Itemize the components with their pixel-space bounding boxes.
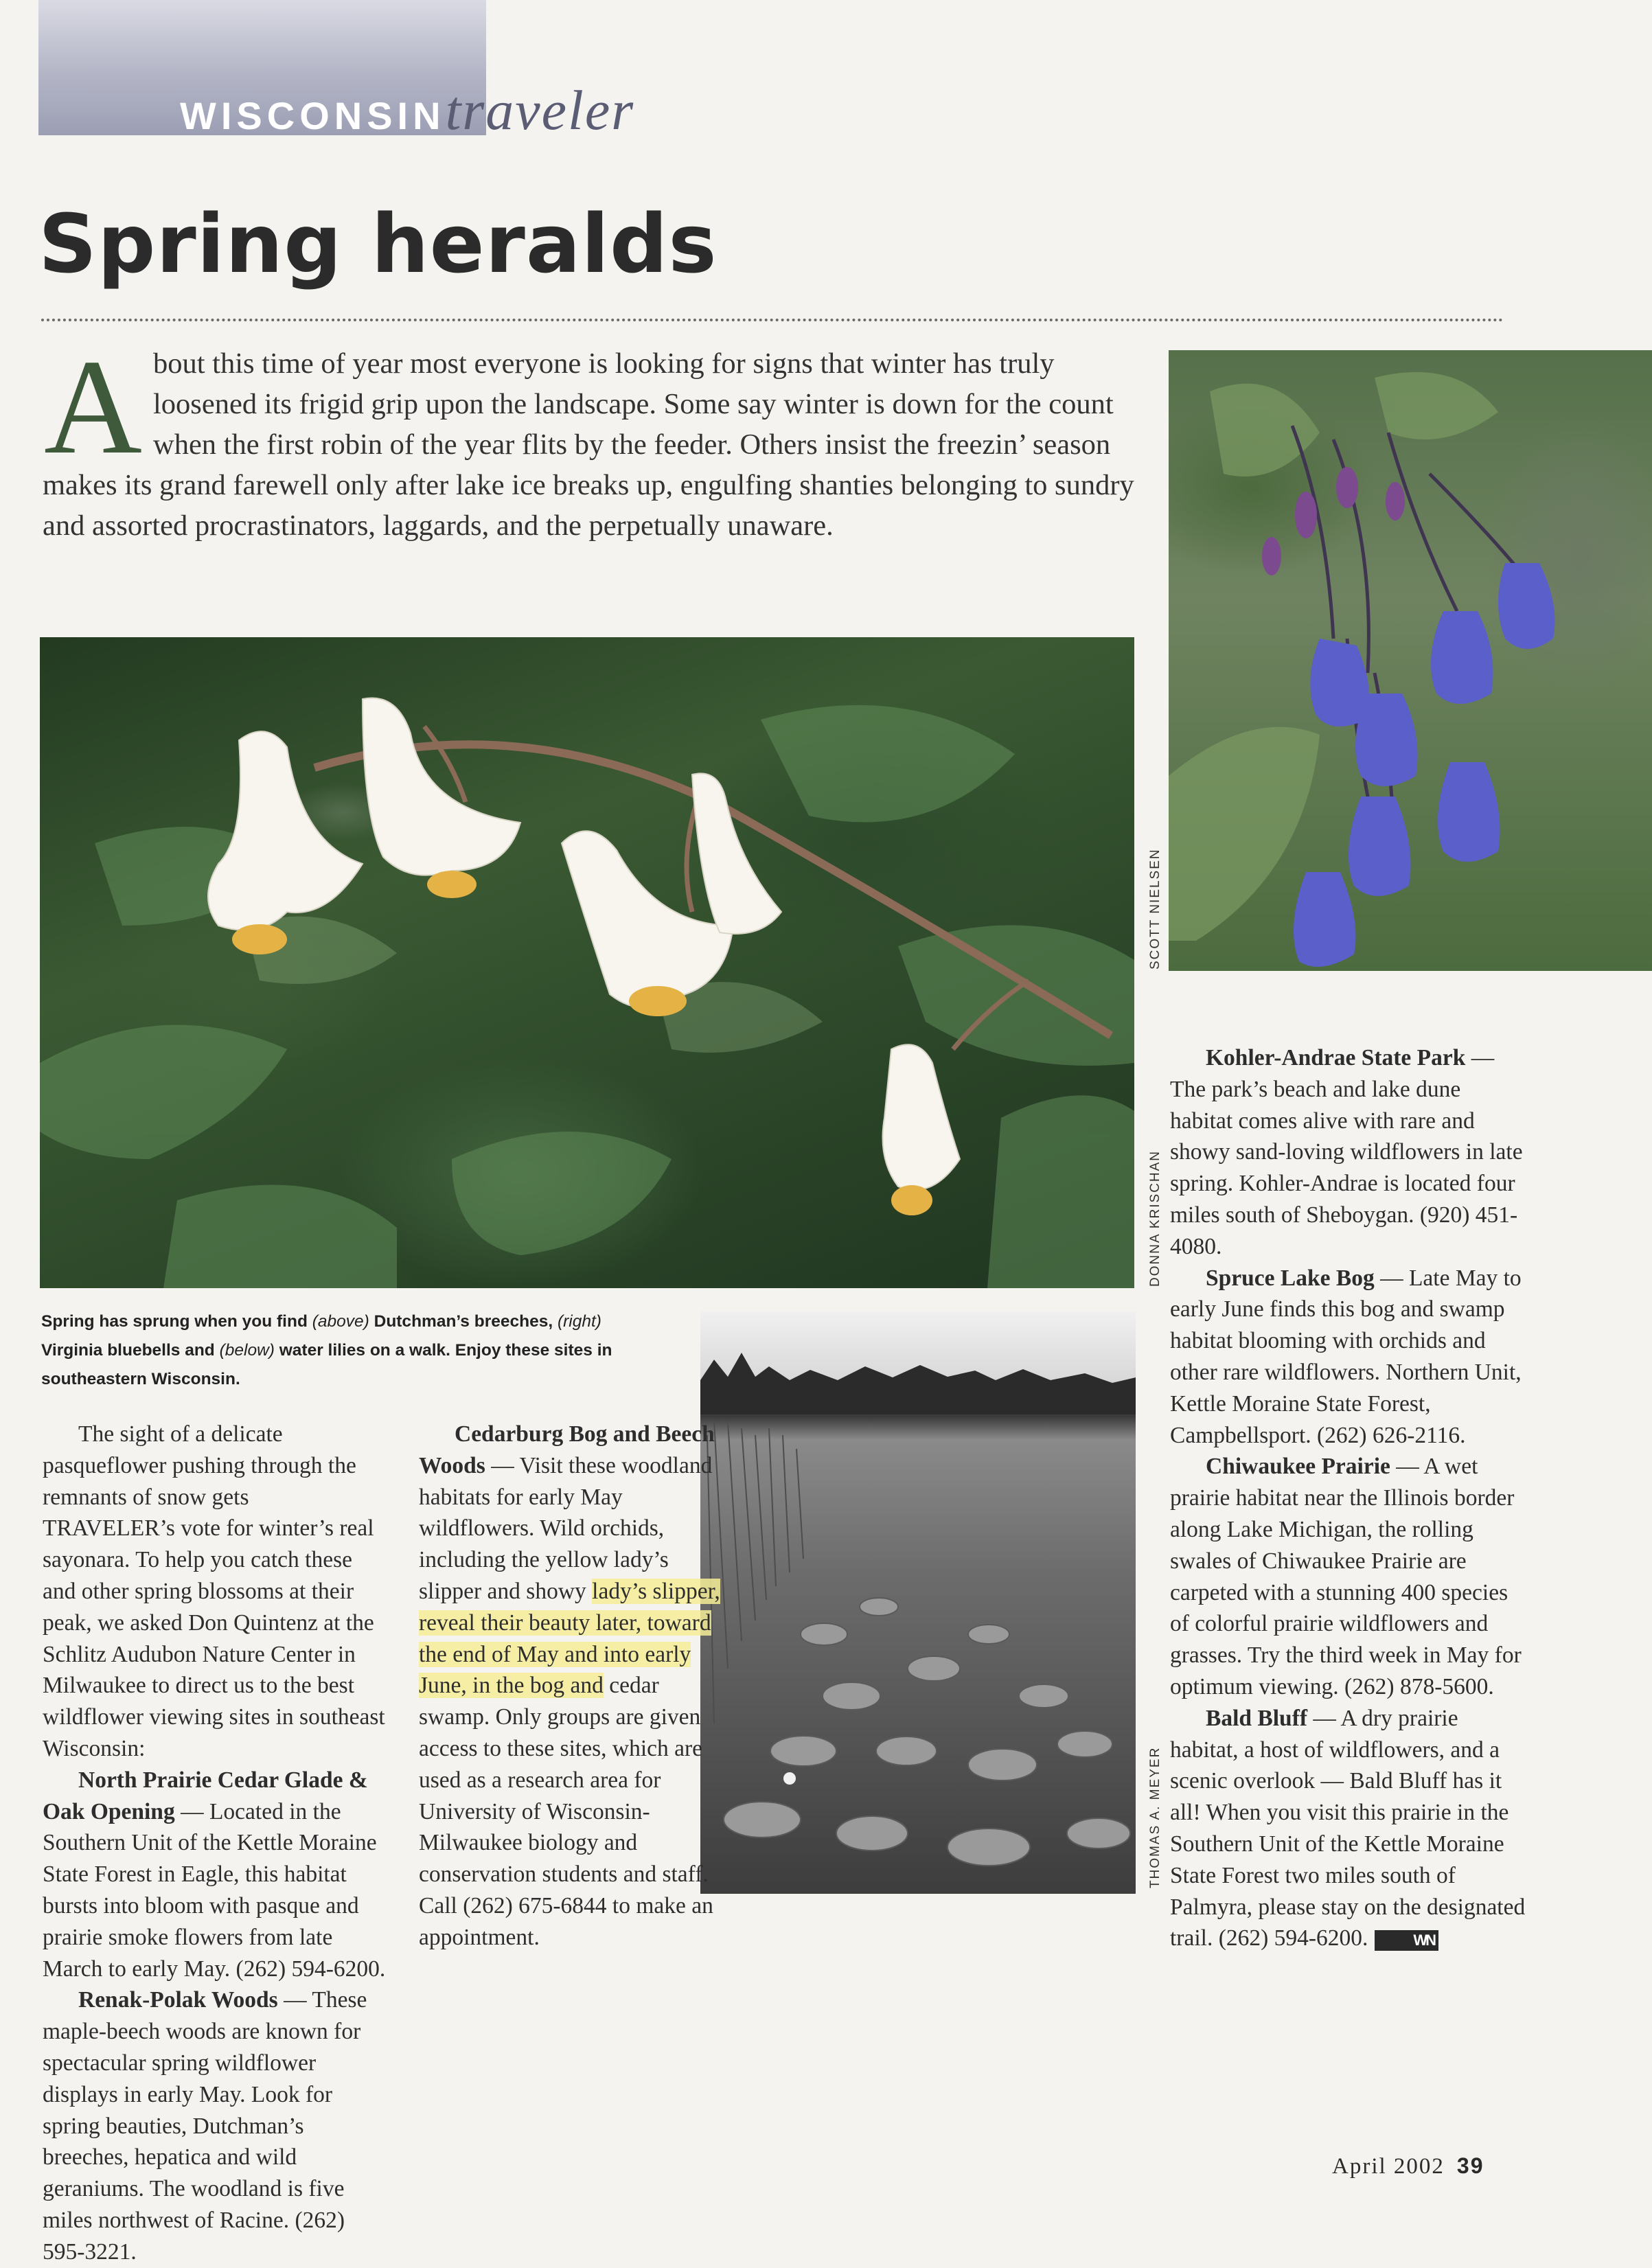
dash: — [277,1987,312,2013]
photo-credit-bluebells: SCOTT NIELSEN [1148,848,1162,970]
dutchmans-breeches-illustration [40,637,1134,1288]
photo-virginia-bluebells [1169,350,1652,971]
site-name: Renak-Polak Woods [78,1987,278,2013]
section-brand-italic: traveler [445,79,635,141]
photo-credit-dutchman: DONNA KRISCHAN [1148,1149,1162,1287]
dash: — [1390,1454,1424,1480]
site-text: The park’s beach and lake dune habitat comes alive with rare and showy sand-loving wildflowers in late spring. Kohler-Andrae is located four miles south of Sheboygan. (920) 451-4080. [1170,1076,1523,1259]
site-cedarburg [419,1419,721,1954]
site-chiwaukee [1170,1451,1527,1702]
site-kohler-andrae [1170,1042,1527,1263]
page-number: 39 [1456,2153,1484,2178]
photo-caption [41,1307,645,1394]
body-column-4 [1170,1042,1527,1954]
site-name: Kohler-Andrae State Park [1206,1045,1466,1070]
caption-italic: (above) [312,1312,369,1331]
dash: — [1465,1045,1495,1070]
issue-date: April 2002 [1332,2154,1445,2179]
photo-credit-lilies: THOMAS A. MEYER [1148,1746,1162,1888]
caption-text: Spring has sprung when you find [41,1312,312,1331]
site-text: These maple-beech woods are known for spectacular spring wildflower displays in early May. Look for spring beauties, Dutchman’s breeches, hepatica and wild geraniums. The woodland is five miles northwest of Racine. (262) 595-3221. [43,1987,367,2265]
caption-text: Dutchman’s breeches, [369,1312,558,1331]
site-name: Cedarburg Bog and Beech Woods [419,1421,715,1478]
photo-water-lilies [700,1311,1136,1894]
body-column-2 [419,1419,721,1954]
site-spruce-lake [1170,1263,1527,1452]
drop-cap: A [44,332,142,482]
dash: — [1307,1705,1341,1731]
photo-dutchmans-breeches [40,637,1134,1288]
title-divider [41,319,1504,321]
site-renak-polak [43,1984,386,2267]
site-bald-bluff [1170,1703,1527,1954]
dash: — [174,1798,209,1824]
site-name: Spruce Lake Bog [1206,1265,1375,1291]
dash: — [1374,1265,1409,1291]
site-text: cedar swamp. Only groups are given access to these sites, which are used as a research area for University of Wisconsin-Milwaukee biology and conservation students and staff. Call (262) 675-6844 to make an appointment. [419,1673,713,1950]
water-lilies-illustration [700,1311,1136,1894]
body-column-1 [43,1419,386,2268]
caption-italic: (right) [557,1312,601,1331]
page-footer [1332,2153,1484,2179]
dash: — [485,1452,520,1478]
intro-paragraph [43,332,1134,546]
site-text: A wet prairie habitat near the Illinois border along Lake Michigan, the rolling swales of Chiwaukee Prairie are carpeted with a stunning 400 species of colorful prairie wildflowers and grasses. Try the third week in May for optimum viewing. (262) 878-5600. [1170,1454,1522,1699]
site-name: Chiwaukee Prairie [1206,1454,1390,1480]
caption-text: Virginia bluebells and [41,1341,220,1360]
page-title: Spring heralds [38,196,718,291]
site-text: A dry prairie habitat, a host of wildflowers, and a scenic overlook — Bald Bluff has it all! When you visit this prairie in the Southern Unit of the Kettle Moraine State Forest two miles south of Palmyra, please stay on the designated trail. (262) 594-6200. [1170,1705,1526,1951]
section-brand [180,79,635,141]
intro-text: bout this time of year most everyone is looking for signs that winter has truly loosened its frigid grip upon the landscape. Some say winter is down for the count when the first robin of the year flits by the feeder. Others insist the freezin’ season makes its grand farewell only after lake ice breaks up, engulfing shanties belonging to sundry and assorted procrastinators, laggards, and the perpetually unaware. [43,347,1134,542]
site-name: North Prairie Cedar Glade & Oak Opening [43,1767,368,1824]
site-text: Located in the Southern Unit of the Kettle Moraine State Forest in Eagle, this habitat bursts into bloom with pasque and prairie smoke flowers from late March to early May. (262) 594-6200. [43,1798,386,1982]
caption-italic: (below) [219,1341,275,1360]
site-north-prairie [43,1765,386,1985]
end-mark-logo: WN [1375,1930,1438,1951]
caption-text: water lilies on a walk. Enjoy these sites in southeastern Wisconsin. [41,1341,612,1388]
body-paragraph: The sight of a delicate pasqueflower pushing through the remnants of snow gets TRAVELER’s vote for winter’s real sayonara. To help you catch these and other spring blossoms at their peak, we asked Don Quintenz at the Schlitz Audubon Nature Center in Milwaukee to direct us to the best wildflower viewing sites in southeast Wisconsin: [43,1421,385,1761]
highlighted-text: lady’s slipper, reveal their beauty later, toward the end of May and into early June, in the bog and [419,1578,720,1699]
site-name: Bald Bluff [1206,1705,1308,1731]
virginia-bluebells-illustration [1169,350,1652,971]
section-brand-bold: WISCONSIN [180,94,446,137]
site-text: Visit these woodland habitats for early May wildflowers. Wild orchids, including the yellow lady’s slipper and showy [419,1452,713,1604]
site-text: Late May to early June finds this bog and swamp habitat blooming with orchids and other rare wildflowers. Northern Unit, Kettle Moraine State Forest, Campbellsport. (262) 626-2116. [1170,1265,1522,1448]
